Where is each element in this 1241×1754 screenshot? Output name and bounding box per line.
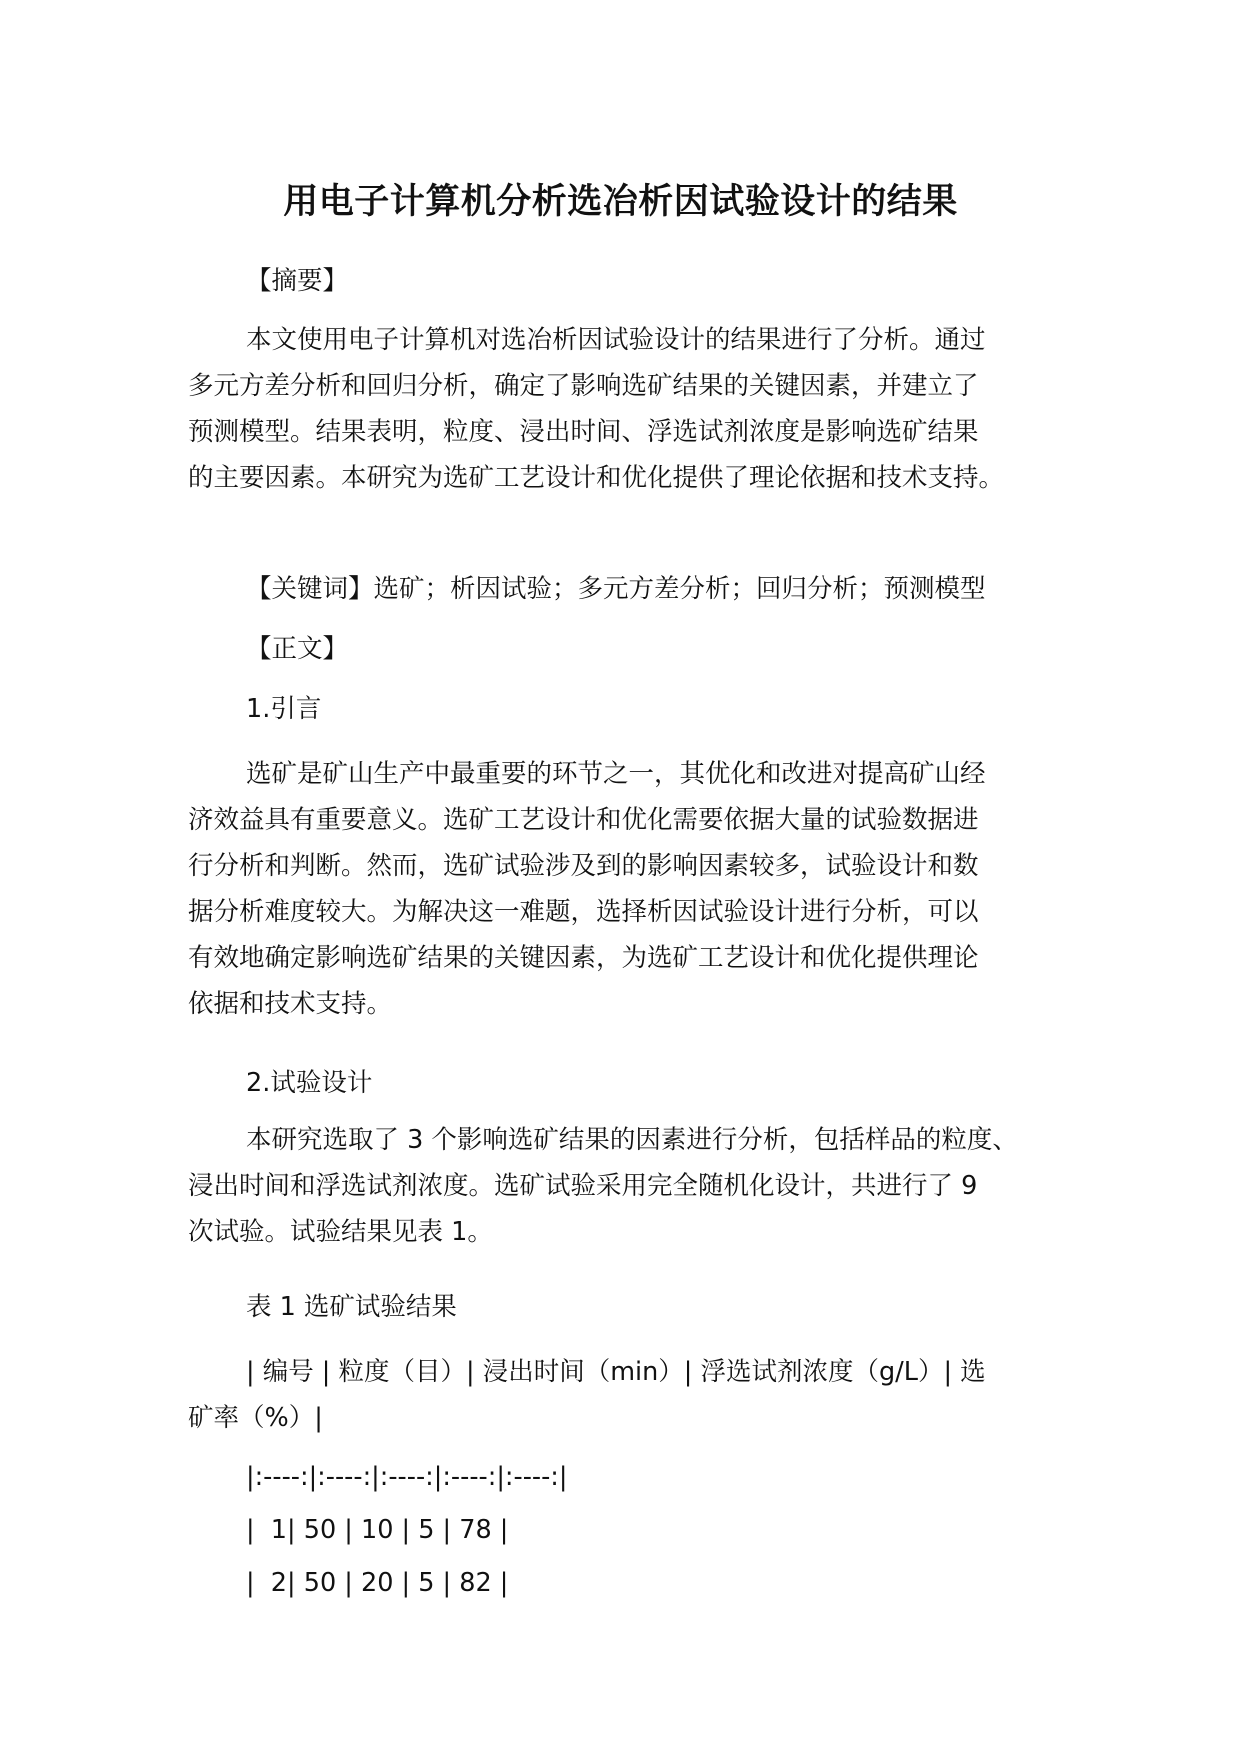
section1-line: 依据和技术支持。 — [188, 989, 393, 1019]
section2-line: 次试验。试验结果见表 1。 — [188, 1217, 493, 1247]
document-title: 用电子计算机分析选冶析因试验设计的结果 — [283, 182, 958, 222]
section1-line: 据分析难度较大。为解决这一难题，选择析因试验设计进行分析，可以 — [188, 897, 979, 927]
section1-line: 有效地确定影响选矿结果的关键因素，为选矿工艺设计和优化提供理论 — [188, 943, 979, 973]
abstract-heading: 【摘要】 — [246, 266, 349, 296]
body-heading: 【正文】 — [246, 634, 349, 664]
section2-heading: 2.试验设计 — [246, 1068, 373, 1098]
section2-line: 本研究选取了 3 个影响选矿结果的因素进行分析，包括样品的粒度、 — [246, 1125, 1018, 1155]
section1-line: 选矿是矿山生产中最重要的环节之一，其优化和改进对提高矿山经 — [246, 759, 986, 789]
table-caption: 表 1 选矿试验结果 — [246, 1292, 457, 1322]
table-header-line: | 编号 | 粒度（目）| 浸出时间（min）| 浮选试剂浓度（g/L）| 选 — [246, 1357, 986, 1387]
section1-line: 行分析和判断。然而，选矿试验涉及到的影响因素较多，试验设计和数 — [188, 851, 979, 881]
section2-line: 浸出时间和浮选试剂浓度。选矿试验采用完全随机化设计，共进行了 9 — [188, 1171, 978, 1201]
section1-paragraph — [188, 751, 1058, 1027]
table-separator: |:----:|:----:|:----:|:----:|:----:| — [246, 1462, 568, 1492]
section1-line: 济效益具有重要意义。选矿工艺设计和优化需要依据大量的试验数据进 — [188, 805, 979, 835]
table-header — [188, 1349, 1058, 1441]
section2-paragraph — [188, 1117, 1058, 1255]
table-row: | 2| 50 | 20 | 5 | 82 | — [246, 1568, 509, 1598]
abstract-line: 的主要因素。本研究为选矿工艺设计和优化提供了理论依据和技术支持。 — [188, 463, 1005, 493]
table-header-line: 矿率（%）| — [188, 1403, 323, 1433]
section1-heading: 1.引言 — [246, 694, 322, 724]
abstract-line: 多元方差分析和回归分析，确定了影响选矿结果的关键因素，并建立了 — [188, 371, 979, 401]
table-row: | 1| 50 | 10 | 5 | 78 | — [246, 1515, 509, 1545]
abstract-paragraph — [188, 317, 1058, 501]
abstract-line: 预测模型。结果表明，粒度、浸出时间、浮选试剂浓度是影响选矿结果 — [188, 417, 979, 447]
abstract-line: 本文使用电子计算机对选冶析因试验设计的结果进行了分析。通过 — [246, 325, 986, 355]
keywords-line: 【关键词】选矿；析因试验；多元方差分析；回归分析；预测模型 — [246, 574, 986, 604]
